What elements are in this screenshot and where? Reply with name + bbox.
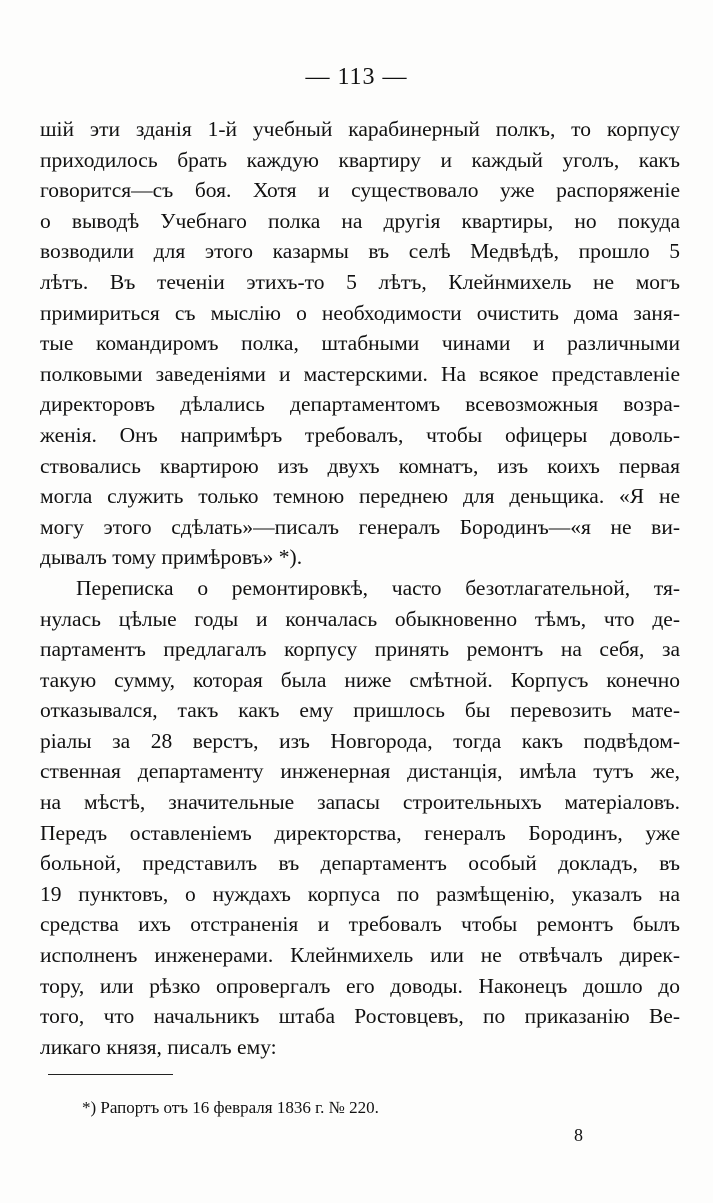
text-line: ствовались квартирою изъ двухъ комнатъ, изъ коихъ первая: [40, 453, 680, 478]
text-line: приходилось брать каждую квартиру и каждый уголъ, какъ: [40, 147, 680, 172]
text-line: партаментъ предлагалъ корпусу принять ремонтъ на себя, за: [40, 637, 680, 662]
text-line: Переписка о ремонтировкѣ, часто безотлагательной, тя-: [76, 575, 680, 600]
text-line: 19 пунктовъ, о нуждахъ корпуса по размѣщенію, указалъ на: [40, 881, 680, 906]
text-line: такую сумму, которая была ниже смѣтной. Корпусъ конечно: [40, 667, 680, 692]
text-line: примириться съ мыслію о необходимости очистить дома заня-: [40, 300, 680, 325]
text-line: возводили для этого казармы въ селѣ Медвѣдѣ, прошло 5: [40, 239, 680, 264]
text-line: дывалъ тому примѣровъ» *).: [40, 545, 303, 570]
text-line: отказывался, такъ какъ ему пришлось бы перевозить мате-: [40, 698, 680, 723]
text-line: шій эти зданія 1-й учебный карабинерный полкъ, то корпусу: [40, 117, 680, 141]
text-line: тые командиромъ полка, штабными чинами и различными: [40, 331, 680, 356]
text-line: могла служить только темною переднею для деньщика. «Я не: [40, 484, 680, 509]
text-line: говорится—съ боя. Хотя и существовало уже распоряженіе: [40, 178, 680, 203]
text-line: лѣтъ. Въ теченіи этихъ-то 5 лѣтъ, Клейнмихель не могъ: [40, 269, 680, 294]
text-line: ликаго князя, писалъ ему:: [40, 1034, 277, 1059]
text-line: тору, или рѣзко опровергалъ его доводы. Наконецъ дошло до: [40, 973, 680, 998]
text-line: женія. Онъ напримѣръ требовалъ, чтобы офицеры доволь-: [40, 422, 680, 447]
page-number: — 113 —: [305, 64, 408, 90]
text-line: на мѣстѣ, значительные запасы строительныхъ матеріаловъ.: [40, 790, 680, 815]
text-line: нулась цѣлые годы и кончалась обыкновенно тѣмъ, что де-: [40, 606, 680, 631]
text-line: ріалы за 28 верстъ, изъ Новгорода, тогда какъ подвѣдом-: [40, 728, 680, 753]
text-line: больной, представилъ въ департаментъ особый докладъ, въ: [40, 851, 680, 876]
text-line: средства ихъ отстраненія и требовалъ чтобы ремонтъ былъ: [40, 912, 680, 937]
text-line: директоровъ дѣлались департаментомъ всевозможныя возра-: [40, 392, 680, 417]
footnote: *) Рапортъ отъ 16 февраля 1836 г. № 220.: [82, 1098, 379, 1117]
text-line: исполненъ инженерами. Клейнмихель или не отвѣчалъ дирек-: [40, 943, 680, 968]
text-line: полковыми заведеніями и мастерскими. На всякое представленіе: [40, 361, 680, 386]
text-line: того, что начальникъ штаба Ростовцевъ, по приказанію Ве-: [40, 1004, 680, 1029]
text-line: ственная департаменту инженерная дистанція, имѣла тутъ же,: [40, 759, 680, 784]
text-line: о выводѣ Учебнаго полка на другія квартиры, но покуда: [40, 208, 680, 233]
signature-mark: 8: [574, 1125, 583, 1145]
footnote-rule: [48, 1074, 173, 1075]
body-text: [40, 114, 680, 1062]
text-line: могу этого сдѣлать»—писалъ генералъ Бородинъ—«я не ви-: [40, 514, 680, 539]
text-line: Передъ оставленіемъ директорства, генералъ Бородинъ, уже: [40, 820, 680, 845]
